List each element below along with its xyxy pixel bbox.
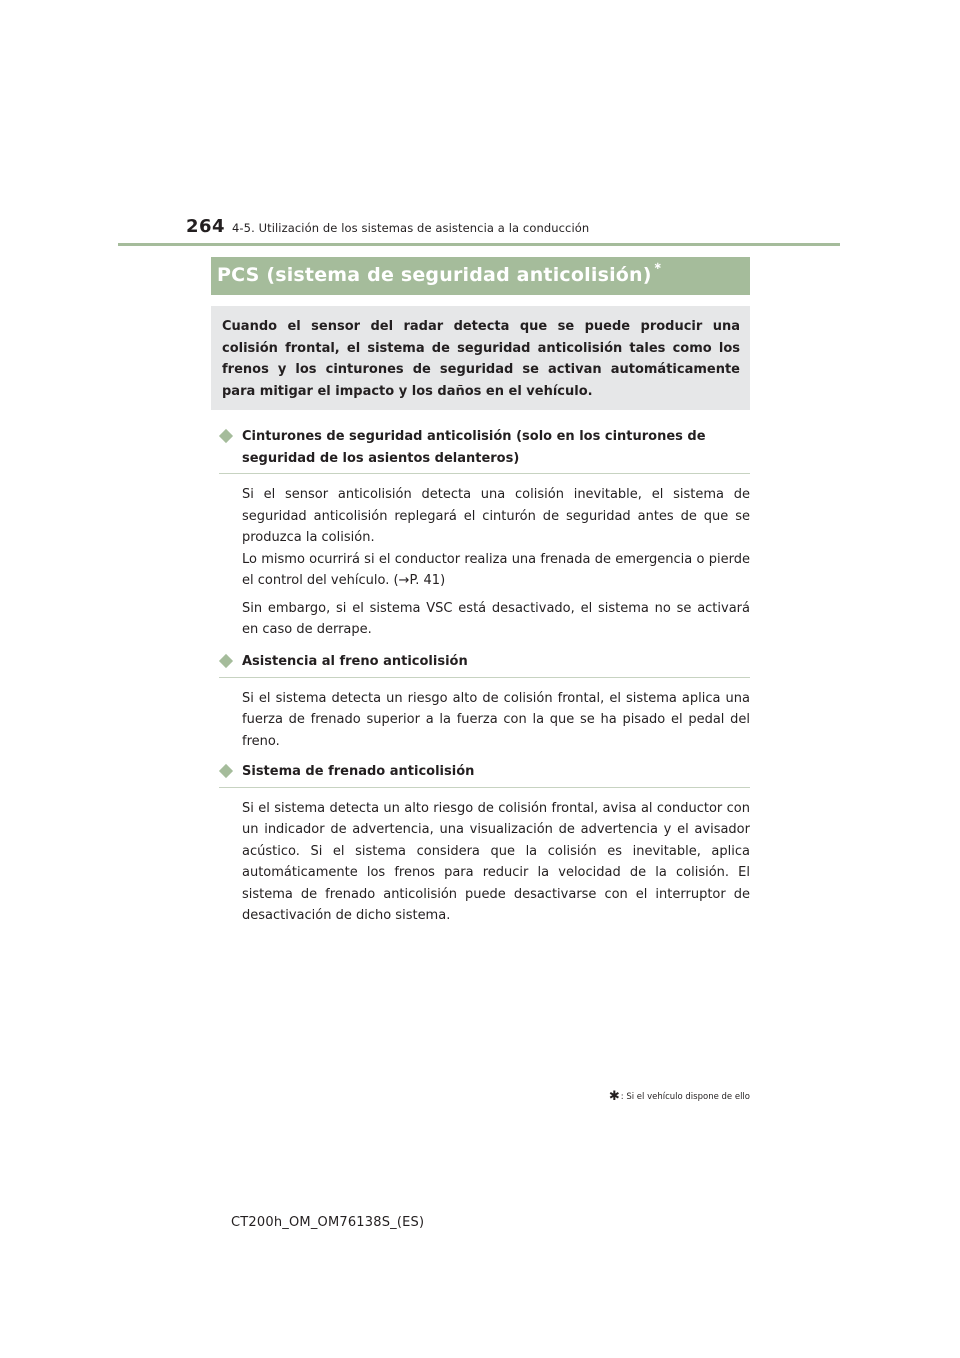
section-title-band xyxy=(211,257,750,295)
footnote-asterisk-icon: ✱ xyxy=(608,1089,620,1104)
diamond-bullet-icon xyxy=(219,654,233,668)
subsection-body xyxy=(219,788,750,927)
section-title-text: PCS (sistema de seguridad anticolisión) xyxy=(217,264,652,286)
intro-box xyxy=(211,306,750,410)
subsection-brake-assist xyxy=(219,651,750,758)
subsection-body xyxy=(219,678,750,753)
subsection-heading-text: Asistencia al freno anticolisión xyxy=(242,654,468,669)
subsection-heading xyxy=(219,426,750,474)
diamond-bullet-icon xyxy=(219,764,233,778)
subsection-heading-text: Sistema de frenado anticolisión xyxy=(242,764,475,779)
diamond-bullet-icon xyxy=(219,429,233,443)
body-paragraph: Si el sistema detecta un alto riesgo de colisión frontal, avisa al conductor con un indicador de advertencia, una visualización de advertencia y el avisador acústico. Si el sistema considera que la colisión es inevitable, aplica automáticamente los frenos para reducir la velocidad de la colisión. El sistema de frenado anticolisión puede desactivarse con el interruptor de desactivación de dicho sistema. xyxy=(242,800,750,923)
body-paragraph: Sin embargo, si el sistema VSC está desactivado, el sistema no se activará en caso de derrape. xyxy=(242,600,750,637)
section-title xyxy=(217,261,663,286)
subsection-heading-text: Cinturones de seguridad anticolisión (solo en los cinturones de seguridad de los asientos delanteros) xyxy=(242,429,706,466)
document-code: CT200h_OM_OM76138S_(ES) xyxy=(231,1215,425,1230)
subsection-heading xyxy=(219,651,750,678)
paragraph-sentence: Lo mismo ocurrirá si el conductor realiza una frenada de emergencia o pierde el control del vehículo. ( xyxy=(242,551,750,588)
header-rule xyxy=(118,243,840,246)
section-path: 4-5. Utilización de los sistemas de asistencia a la conducción xyxy=(232,221,590,235)
subsection-braking-system xyxy=(219,761,750,933)
title-footnote-mark: ∗ xyxy=(653,261,663,272)
page-reference-link[interactable]: →P. 41 xyxy=(398,573,441,588)
subsection-body xyxy=(219,474,750,641)
body-paragraph xyxy=(242,484,750,592)
body-paragraph: Si el sistema detecta un riesgo alto de colisión frontal, el sistema aplica una fuerza de frenado superior a la fuerza con la que se ha pisado el pedal del freno. xyxy=(242,690,750,749)
page-number: 264 xyxy=(186,216,226,237)
paragraph-sentence: Si el sensor anticolisión detecta una colisión inevitable, el sistema de seguridad anticolisión replegará el cinturón de seguridad antes de que se produzca la colisión. xyxy=(242,487,750,545)
footnote-text: : Si el vehículo dispone de ello xyxy=(620,1092,750,1102)
intro-text: Cuando el sensor del radar detecta que se puede producir una colisión frontal, el sistema de seguridad anticolisión tales como los frenos y los cinturones de seguridad se activan automáticamente para mitigar el impacto y los daños en el vehículo. xyxy=(222,319,740,399)
footnote xyxy=(609,1089,750,1104)
subsection-heading xyxy=(219,761,750,788)
paragraph-sentence: ) xyxy=(440,573,446,588)
subsection-seatbelts xyxy=(219,426,750,647)
